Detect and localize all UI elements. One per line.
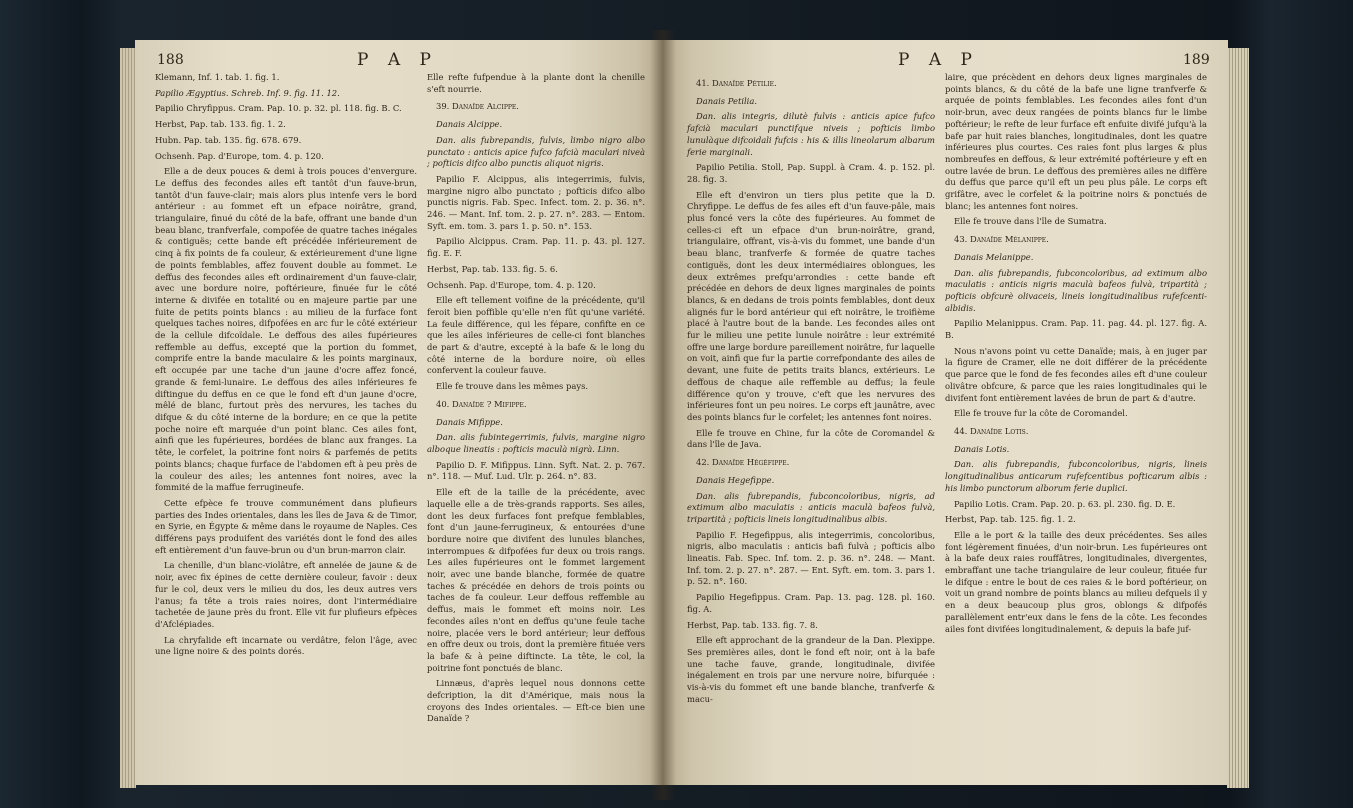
reference: Herbst, Pap. tab. 133. fig. 5. 6. bbox=[427, 263, 558, 274]
reference: Herbst, Pap. tab. 133. fig. 1. 2. bbox=[155, 119, 286, 130]
page-number: 189 bbox=[1183, 52, 1210, 68]
reference: Klemann, Inf. 1. tab. 1. fig. 1. bbox=[155, 72, 280, 82]
reference: Ochsenh. Pap. d'Europe, tom. 4. p. 120. bbox=[155, 150, 324, 161]
latin-diagnosis: Dan. alis fubintegerrimis, fulvis, margine nigro alboque lineatis : pofticis maculà nigrà. Linn. bbox=[427, 432, 645, 454]
caterpillar-paragraph: La chenille, d'un blanc-violâtre, eft annelée de jaune & de noir, avec fix épines de cette dernière couleur, favoir : deux fur le col, deux vers le milieu du dos, les deux autres vers l'anus; fa tête a trois raies noires, dont l'intermédiaire tachetée de jaune près du front. Elle vit fur plufieurs efpèces d'Afclépiades. bbox=[155, 560, 417, 629]
reference: Papilio Melanippus. Cram. Pap. 11. pag. 44. pl. 127. fig. A. B. bbox=[945, 318, 1207, 341]
description-paragraph: Nous n'avons point vu cette Danaïde; mais, à en juger par la figure de Cramer, elle ne doit différer de la précédente que parce que le fond de fes fecondes ailes eft d'une couleur olivâtre obfcure, & parce que les raies longitudinales qui le divifent font entièrement lavées de brun de part & d'autre. bbox=[945, 345, 1207, 403]
reference: Papilio F. Alcippus, alis integerrimis, fulvis, margine nigro albo punctato ; pofticis difco albo punctis nigris. Fab. Spec. Infect. tom. 2. p. 36. n°. 246. — Mant. Inf. tom. 2. p. 27. n°. 283. — Entom. Syft. em. tom. 3. pars 1. p. 50. n°. 153. bbox=[427, 173, 645, 231]
species-latin-name: Danais Lotis. bbox=[954, 443, 1010, 454]
description-paragraph: Elle eft de la taille de la précédente, avec laquelle elle a de très-grands rapports. Ses ailes, dont les deux furfaces font prefque femblables, font d'un jaune-ferrugineux, & entourées d'une bordure noire que divifent des lunules blanches, interrompues & difpofées fur deux ou trois rangs. Les ailes fupérieures ont le fommet largement noir, avec une bande blanche, formée de quatre taches & précédée en dehors de trois points ou taches de fa couleur. Leur deffous reffemble au deffus, mais le fommet eft moins noir. Les fecondes ailes n'ont en deffus qu'une feule tache noire, placée vers le bord antérieur; leur deffous en offre deux ou trois, dont la première fituée vers la bafe & à peine diftincte. La tête, le col, la poitrine font ponctués de blanc. bbox=[427, 487, 645, 673]
reference: Ochsenh. Pap. d'Europe, tom. 4. p. 120. bbox=[427, 279, 596, 290]
reference: Herbst, Pap. tab. 125. fig. 1. 2. bbox=[945, 514, 1076, 525]
habitat-paragraph: Elle fe trouve dans les mêmes pays. bbox=[436, 381, 589, 392]
description-paragraph: Elle a le port & la taille des deux précédentes. Ses ailes font légèrement finuées, d'un noir-brun. Les fupérieures ont à la bafe deux raies rouffâtres, longitudinales, divergentes, embraffant une tache triangulaire de leur couleur, fituée fur le difque : entre le bout de ces raies & le bord poftérieur, on voit un grand nombre de points blancs au milieu defquels il y en a deux beaucoup plus gros, oblongs & difpofés parallèlement entr'eux dans le fens de la côte. Les fecondes ailes font divifées longitudinalement, & depuis la bafe juf- bbox=[945, 529, 1207, 634]
species-latin-name: Danais Melanippe. bbox=[954, 251, 1034, 262]
species-latin-name: Danais Hegefippe. bbox=[696, 474, 775, 485]
species-heading: 43. Danaïde Mélanippe. bbox=[954, 234, 1049, 245]
reference: Papilio Ægyptius. Schreb. Inf. 9. fig. 11. 12. bbox=[155, 87, 340, 98]
species-latin-name: Danais Alcippe. bbox=[436, 119, 503, 130]
latin-diagnosis: Dan. alis fubrepandis, fulvis, limbo nigro albo punctato : anticis apice fufco fafcià maculari niveà ; pofticis difco albo punctis aliquot nigris. bbox=[427, 134, 645, 169]
page-number: 188 bbox=[157, 52, 184, 68]
description-paragraph: Elle a de deux pouces & demi à trois pouces d'envergure. Le deffus des fecondes ailes eft tantôt d'un fauve-brun, tantôt d'un fauve-clair; mais alors plus intenfe vers le bord antérieur : au fommet eft un efpace noirâtre, grand, triangulaire, finué du côté de la bafe, offrant une bande d'un beau blanc, tranfverfale, compofée de quatre taches inégales & contiguës; cette bande eft précédée inférieurement de cinq à fix points de fa couleur, & extérieurement d'une ligne de points femblables, affez fouvent double au fommet. Le deffus des fecondes ailes eft ordinairement d'un fauve-clair, avec une bordure noire, poftérieure, finuée fur le côté interne & divifée en totalité ou en majeure partie par une fuite de petits points blancs : au milieu de la furface font quelques taches noires, difpofées en arc fur le côté extérieur de la cellule difcoïdale. Le deffous des ailes fupérieures reffemble au deffus, excepté que la portion du fommet, comprife entre la bande maculaire & les points marginaux, eft occupée par une tache d'un jaune d'ocre affez foncé, grande & femi-lunaire. Le deffous des ailes inférieures fe diftingue du deffus en ce que le fond eft d'un jaune d'ocre, mêlé de blanc, furtout près des nervures, les taches du difque & du côté interne de la bordure; en ce que la petite poche noire eft marquée d'un point blanc. Ces ailes font, ainfi que les fupérieures, bordées de blanc aux franges. La tête, le corfelet, la poitrine font noirs & parfemés de petits points blancs; chaque furface de l'abdomen eft à peu près de la couleur des ailes; les antennes font noires, avec la fommité de la maffue ferrugineufe. bbox=[155, 166, 417, 493]
species-latin-name: Danais Mifippe. bbox=[436, 416, 503, 427]
reference: Papilio Alcippus. Cram. Pap. 11. p. 43. pl. 127. fig. E. F. bbox=[427, 236, 645, 259]
latin-diagnosis: Dan. alis integris, dilutè fulvis : anticis apice fufco fafcià maculari punctifque niveis ; pofticis limbo lunulàque difcoidali fufcis : his & illis lineolarum albarum ferie marginali. bbox=[687, 111, 935, 157]
species-heading: 39. Danaïde Alcippe. bbox=[436, 101, 519, 112]
description-paragraph: Elle eft d'environ un tiers plus petite que la D. Chryfippe. Le deffus de fes ailes eft d'un fauve-pâle, mais plus foncé vers la côte des fupérieures. Au fommet de celles-ci eft un efpace d'un brun-noirâtre, grand, triangulaire, offrant, vis-à-vis du fommet, une bande d'un beau blanc, tranfverfe & formée de quatre taches contiguës, dont les deux intermédiaires oblongues, les deux extrêmes prefqu'arrondies : cette bande eft précédée en dehors de deux lignes marginales de points blancs, & en dedans de trois points femblables, dont deux alignés fur le bord antérieur qui eft noirâtre, le troifième placé à l'autre bout de la bande. Les fecondes ailes ont fur le milieu une petite lunule noirâtre : leur extrémité offre une large bordure pareillement noirâtre, fur laquelle on voit, ainfi que fur la partie correfpondante des ailes de devant, une fuite de petits traits blancs, extérieurs. Le deffous de chaque aile reffemble au deffus; la feule différence qu'on y trouve, c'eft que les nervures des inférieures font un peu noires. Le corps eft jaunâtre, avec des points blancs fur le corfelet; les antennes font noires. bbox=[687, 189, 935, 422]
running-head: P A P bbox=[357, 50, 438, 70]
reference: Papilio Lotis. Cram. Pap. 20. p. 63. pl. 230. fig. D. E. bbox=[954, 498, 1176, 509]
species-heading: 44. Danaïde Lotis. bbox=[954, 425, 1029, 436]
reference: Herbst, Pap. tab. 133. fig. 7. 8. bbox=[687, 619, 818, 630]
reference: Papilio Hegefippus. Cram. Pap. 13. pag. 128. pl. 160. fig. A. bbox=[687, 592, 935, 614]
reference: Papilio Chryfippus. Cram. Pap. 10. p. 32. pl. 118. fig. B. C. bbox=[155, 103, 402, 114]
paragraph-continued: laire, que précèdent en dehors deux lignes marginales de points blancs, & du côté de la bafe une ligne tranfverfe & arquée de points femblables. Les fecondes ailes font d'un noir-brun, avec deux rangées de points blancs fur le limbe poftérieur; le refte de leur furface eft enfuite divifé jufqu'à la bafe par huit raies blanches, longitudinales, dont les quatre inférieures plus courtes. Ces raies font plus larges & plus nombreufes en deffous, & leur extrémité poftérieure y eft en outre lavée de brun. Le deffous des premières ailes ne diffère du deffus que parce qu'il eft un peu plus pâle. Le corps eft grifâtre, avec le corfelet & la poitrine noirs & ponctués de blanc; les antennes font noires. bbox=[945, 72, 1207, 211]
latin-diagnosis: Dan. alis fubrepandis, fubconcoloribus, ad extimum albo maculatis : anticis nigris maculà bafeos fulvà, tripartità ; pofticis obfcurè olivaceis, lineis longitudinalibus rufefcenti-albidis. bbox=[945, 267, 1207, 313]
reference: Papilio Petilia. Stoll, Pap. Suppl. à Cram. 4. p. 152. pl. 28. fig. 3. bbox=[687, 162, 935, 184]
left-column-1 bbox=[155, 72, 417, 662]
reference: Hubn. Pap. tab. 135. fig. 678. 679. bbox=[155, 134, 302, 145]
right-column-2 bbox=[945, 72, 1207, 639]
running-head: P A P bbox=[898, 50, 979, 70]
species-heading: 41. Danaïde Pétilie. bbox=[696, 78, 777, 88]
left-column-2 bbox=[427, 72, 645, 729]
species-latin-name: Danais Petilia. bbox=[696, 95, 758, 106]
habitat-paragraph: Cette efpèce fe trouve communément dans plufieurs parties des Indes orientales, dans les îles de Java & de Timor, en Syrie, en Égypte & même dans le royaume de Naples. Ces différens pays produifent des variétés dont le fond des ailes eft entièrement d'un fauve-brun ou d'un brun-marron clair. bbox=[155, 497, 417, 555]
right-column-1 bbox=[687, 72, 935, 709]
latin-diagnosis: Dan. alis fubrepandis, fubconcoloribus, nigris, ad extimum albo maculatis : anticis maculà bafeos fulvà, tripartità ; pofticis lineis longitudinalibus albis. bbox=[687, 490, 935, 524]
description-paragraph: Elle eft approchant de la grandeur de la Dan. Plexippe. Ses premières ailes, dont le fond eft noir, ont à la bafe une tache fauve, grande, longitudinale, divifée inégalement en trois par une nervure noire, bifurquée : vis-à-vis du fommet eft une bande blanche, tranfverfe & macu- bbox=[687, 635, 935, 704]
species-heading: 42. Danaïde Hégéfippe. bbox=[696, 457, 790, 468]
left-page bbox=[135, 40, 663, 785]
right-page bbox=[663, 40, 1228, 785]
right-page-edges bbox=[1227, 48, 1249, 788]
left-page-edges bbox=[120, 48, 136, 788]
habitat-paragraph: Elle fe trouve fur la côte de Coromandel. bbox=[954, 408, 1128, 419]
reference: Papilio F. Hegefippus, alis integerrimis, concoloribus, nigris, albo maculatis : anticis bafi fulvà ; pofticis albo lineatis. Fab. Spec. Inf. tom. 2. p. 36. n°. 248. — Mant. Inf. tom. 2. p. 27. n°. 287. — Ent. Syft. em. tom. 3. pars 1. p. 52. n°. 160. bbox=[687, 529, 935, 587]
paragraph-continued: Elle refte fufpendue à la plante dont la chenille s'eft nourrie. bbox=[427, 72, 645, 94]
remark-paragraph: Linnæus, d'après lequel nous donnons cette defcription, la dit d'Amérique, mais nous la croyons des Indes orientales. — Eft-ce bien une Danaïde ? bbox=[427, 678, 645, 724]
book-gutter bbox=[650, 30, 676, 800]
chrysalis-paragraph: La chryfalide eft incarnate ou verdâtre, felon l'âge, avec une ligne noire & des points dorés. bbox=[155, 634, 417, 657]
species-heading: 40. Danaïde ? Mifippe. bbox=[436, 398, 527, 409]
description-paragraph: Elle eft tellement voifine de la précédente, qu'il feroit bien poffible qu'elle n'en fût qu'une variété. La feule différence, qui les fépare, confifte en ce que les ailes inférieures de celle-ci font blanches de part & d'autre, excepté à la bafe & le long du côté interne de la bordure noire, où elles confervent la couleur fauve. bbox=[427, 295, 645, 376]
latin-diagnosis: Dan. alis fubrepandis, fubconcoloribus, nigris, lineis longitudinalibus anticarum rufefcentibus pofticarum albis : his limbo punctorum alborum ferie duplici. bbox=[945, 459, 1207, 493]
habitat-paragraph: Elle fe trouve dans l'île de Sumatra. bbox=[954, 216, 1107, 227]
habitat-paragraph: Elle fe trouve en Chine, fur la côte de Coromandel & dans l'île de Java. bbox=[687, 427, 935, 450]
reference: Papilio D. F. Mifippus. Linn. Syft. Nat. 2. p. 767. n°. 118. — Muf. Lud. Ulr. p. 264. n°. 83. bbox=[427, 459, 645, 482]
